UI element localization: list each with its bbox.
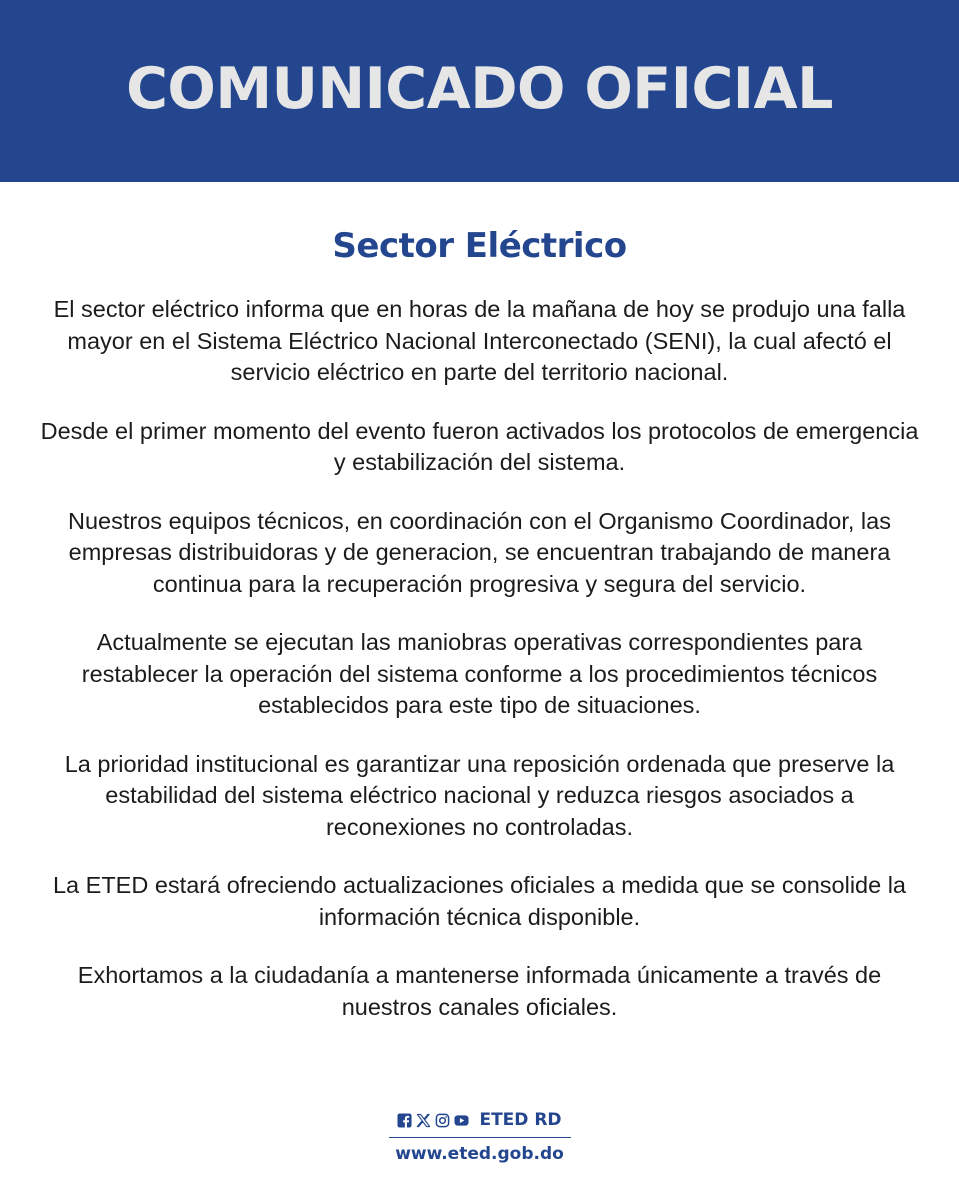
footer <box>0 1108 959 1164</box>
paragraph-7: Exhortamos a la ciudadanía a mantenerse informada únicamente a través de nuestros canales oficiales. <box>77 962 882 1020</box>
footer-block <box>389 1108 571 1164</box>
x-icon[interactable] <box>416 1113 431 1128</box>
section-title: Sector Eléctrico <box>332 226 627 266</box>
paragraph-1: El sector eléctrico informa que en horas de la mañana de hoy se produjo una falla mayor en el Sistema Eléctrico Nacional Interconectado (SENI), la cual afectó el servicio eléctrico en parte del territorio nacional. <box>53 296 906 385</box>
paragraph-3: Nuestros equipos técnicos, en coordinación con el Organismo Coordinador, las empresas distribuidoras y de generacion, se encuentran trabajando de manera continua para la recuperación progresiva y segura del servicio. <box>68 507 891 597</box>
instagram-icon[interactable] <box>435 1113 450 1128</box>
paragraph-4: Actualmente se ejecutan las maniobras operativas correspondientes para restablecer la operación del sistema conforme a los procedimientos técnicos establecidos para este tipo de situaciones. <box>81 629 878 718</box>
youtube-icon[interactable] <box>454 1113 469 1128</box>
social-row <box>389 1108 571 1132</box>
website-link[interactable]: www.eted.gob.do <box>395 1144 564 1164</box>
facebook-icon[interactable] <box>397 1113 412 1128</box>
header-banner <box>0 0 959 182</box>
paragraph-5: La prioridad institucional es garantizar una reposición ordenada que preserve la estabilidad del sistema eléctrico nacional y reduzca riesgos asociados a reconexiones no controladas. <box>64 750 895 840</box>
paragraph-2: Desde el primer momento del evento fueron activados los protocolos de emergencia y estabilización del sistema. <box>40 417 919 475</box>
page-title: COMUNICADO OFICIAL <box>126 56 833 122</box>
footer-divider <box>389 1137 571 1138</box>
communique-body <box>40 220 919 1050</box>
paragraph-6: La ETED estará ofreciendo actualizaciones oficiales a medida que se consolide la información técnica disponible. <box>52 872 907 930</box>
brand-name: ETED RD <box>479 1110 562 1130</box>
